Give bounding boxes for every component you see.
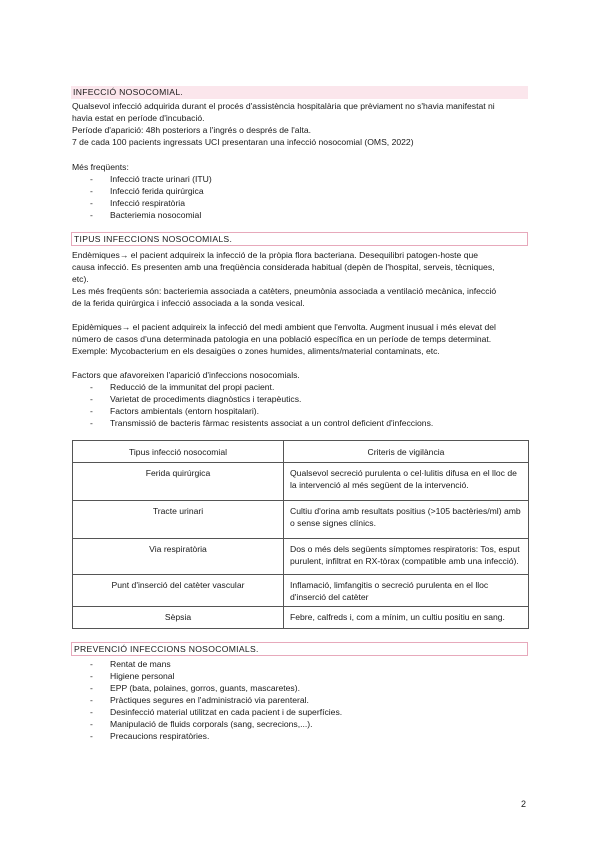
table-cell-criteria: Cultiu d'orina amb resultats positius (>105 bactèries/ml) amb o sense signes clínics. — [284, 501, 529, 539]
list-item: - Rentat de mans — [90, 658, 342, 670]
list-item: - Varietat de procediments diagnòstics i terapèutics. — [90, 393, 433, 405]
surveillance-criteria-table — [72, 440, 529, 629]
table-row — [73, 607, 529, 629]
epidemic-line: Exemple: Mycobacterium en els desaigües o zones humides, aliments/material contaminats, etc. — [72, 346, 440, 356]
table-cell-criteria: Qualsevol secreció purulenta o cel·lulitis difusa en el lloc de la intervenció al més següent de la intervenció. — [284, 463, 529, 501]
table-cell-type: Tracte urinari — [73, 501, 284, 539]
table-row — [73, 575, 529, 607]
endemic-line: etc). — [72, 274, 89, 284]
list-item: - Factors ambientals (entorn hospitalari). — [90, 405, 433, 417]
list-item: - Reducció de la immunitat del propi pacient. — [90, 381, 433, 393]
prevention-list — [90, 658, 342, 742]
endemic-line: Les més freqüents són: bacteriemia associada a catèters, pneumònia associada a ventilació mecànica, infecció — [72, 286, 497, 296]
factors-list — [90, 381, 433, 429]
list-item: - Desinfecció material utilitzat en cada pacient i de superfícies. — [90, 706, 342, 718]
endemic-line: Endèmiques→ el pacient adquireix la infecció de la pròpia flora bacteriana. Desequilibri patogen-hoste que — [72, 250, 479, 260]
table-row — [73, 501, 529, 539]
table-header-row — [73, 441, 529, 463]
frequent-label: Més freqüents: — [72, 162, 129, 172]
section-heading-prevention: PREVENCIÓ INFECCIONS NOSOCOMIALS. — [71, 642, 528, 656]
frequent-list — [90, 173, 212, 221]
table-cell-type: Punt d'inserció del catèter vascular — [73, 575, 284, 607]
table-cell-criteria: Febre, calfreds i, com a mínim, un cultiu positiu en sang. — [284, 607, 529, 629]
list-item: - Transmissió de bacteris fàrmac resistents associat a un control deficient d'infeccions. — [90, 417, 433, 429]
onset-line: Període d'aparició: 48h posteriors a l'ingrés o després de l'alta. — [72, 125, 312, 135]
definition-line: havia estat en període d'incubació. — [72, 113, 205, 123]
definition-line: Qualsevol infecció adquirida durant el procés d'assistència hospitalària que prèviament no s'havia manifestat ni — [72, 101, 495, 111]
list-item: - Infecció respiratòria — [90, 197, 212, 209]
table-cell-criteria: Inflamació, limfangitis o secreció purulenta en el lloc d'inserció del catèter — [284, 575, 529, 607]
list-item: - Higiene personal — [90, 670, 342, 682]
list-item: - EPP (bata, polaines, gorros, guants, mascaretes). — [90, 682, 342, 694]
list-item: - Precaucions respiratòries. — [90, 730, 342, 742]
stat-line: 7 de cada 100 pacients ingressats UCI presentaran una infecció nosocomial (OMS, 2022) — [72, 137, 414, 147]
endemic-line: causa infecció. Es presenten amb una freqüència considerada habitual (depèn de l'hospital, serveis, tècniques, — [72, 262, 495, 272]
list-item: - Pràctiques segures en l'administració via parenteral. — [90, 694, 342, 706]
factors-label: Factors que afavoreixen l'aparició d'infeccions nosocomials. — [72, 370, 300, 380]
endemic-line: de la ferida quirúrgica i infecció associada a la sonda vesical. — [72, 298, 305, 308]
table-header-type: Tipus infecció nosocomial — [73, 441, 284, 463]
list-item: - Manipulació de fluids corporals (sang, secrecions,...). — [90, 718, 342, 730]
table-cell-criteria: Dos o més dels següents símptomes respiratoris: Tos, esput purulent, infiltrat en RX-tòrax (compatible amb una infecció). — [284, 539, 529, 575]
table-row — [73, 539, 529, 575]
table-cell-type: Sèpsia — [73, 607, 284, 629]
list-item: - Infecció ferida quirúrgica — [90, 185, 212, 197]
table-cell-type: Via respiratòria — [73, 539, 284, 575]
table-cell-type: Ferida quirúrgica — [73, 463, 284, 501]
table-header-criteria: Criteris de vigilància — [284, 441, 529, 463]
list-item: - Infecció tracte urinari (ITU) — [90, 173, 212, 185]
section-heading-nosocomial: INFECCIÓ NOSOCOMIAL. — [71, 86, 528, 99]
page-number: 2 — [521, 799, 527, 809]
epidemic-line: Epidèmiques→ el pacient adquireix la infecció del medi ambient que l'envolta. Augment inusual i més elevat del — [72, 322, 496, 332]
list-item: - Bacteriemia nosocomial — [90, 209, 212, 221]
epidemic-line: número de casos d'una determinada patologia en una població específica en un període de temps determinat. — [72, 334, 492, 344]
table-row — [73, 463, 529, 501]
section-heading-types: TIPUS INFECCIONS NOSOCOMIALS. — [71, 232, 528, 246]
